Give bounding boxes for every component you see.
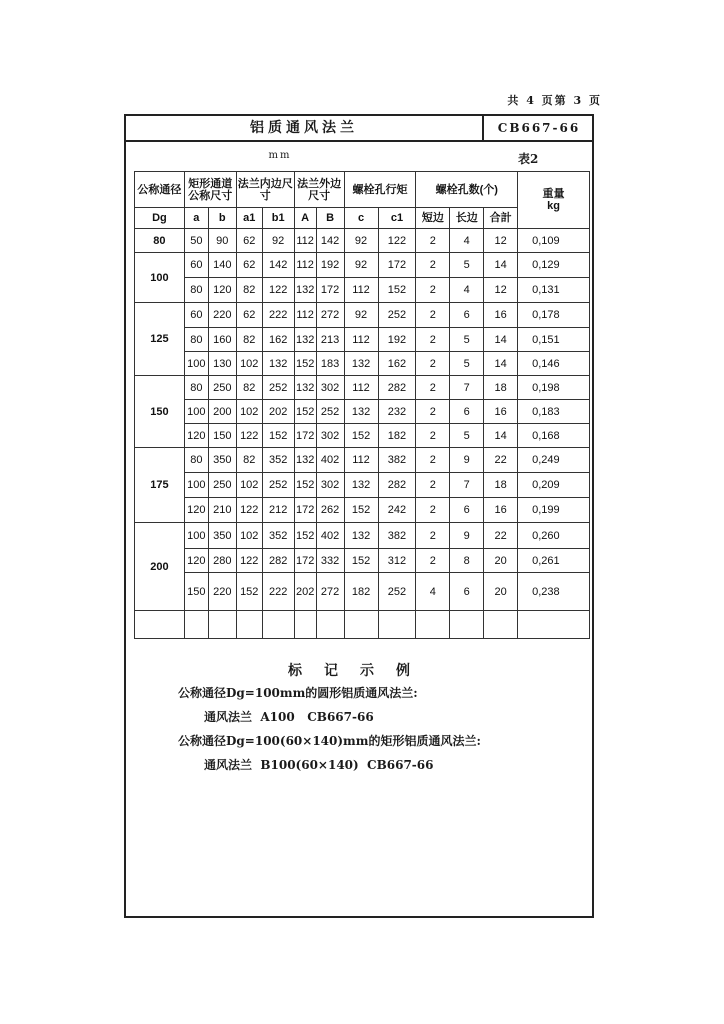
value-cell: 80 [184,376,208,400]
dg-cell: 200 [135,523,185,611]
table-row [135,328,590,352]
value-cell: 14 [484,328,518,352]
value-cell: 222 [262,303,294,328]
value-cell: 150 [208,424,236,448]
unit-label: mm [268,150,292,161]
value-cell: 232 [378,400,416,424]
value-cell: 242 [378,498,416,523]
value-cell: 132 [262,352,294,376]
value-cell: 152 [344,424,378,448]
value-cell: 152 [344,498,378,523]
value-cell: 5 [450,253,484,278]
value-cell: 2 [416,278,450,303]
value-cell: 50 [184,229,208,253]
value-cell: 4 [450,278,484,303]
table-row [135,523,590,549]
value-cell: 272 [316,573,344,611]
value-cell: 7 [450,376,484,400]
value-cell: 102 [236,352,262,376]
value-cell: 2 [416,253,450,278]
value-cell: 20 [484,573,518,611]
value-cell: 130 [208,352,236,376]
value-cell: 0,198 [518,376,590,400]
value-cell: 112 [344,328,378,352]
value-cell: 312 [378,549,416,573]
value-cell: 80 [184,328,208,352]
value-cell: 152 [294,523,316,549]
value-cell: 80 [184,448,208,473]
header-c: c [344,208,378,229]
dg-cell: 80 [135,229,185,253]
value-cell: 132 [294,376,316,400]
value-cell: 16 [484,498,518,523]
value-cell: 112 [344,376,378,400]
value-cell: 152 [262,424,294,448]
value-cell: 152 [344,549,378,573]
header-c1: c1 [378,208,416,229]
value-cell: 252 [316,400,344,424]
value-cell: 82 [236,328,262,352]
header-rect-size: 矩形通道公称尺寸 [184,172,236,208]
value-cell: 100 [184,473,208,498]
value-cell: 250 [208,473,236,498]
header-flange-outer: 法兰外边尺寸 [294,172,344,208]
value-cell: 7 [450,473,484,498]
value-cell: 122 [236,498,262,523]
value-cell: 6 [450,400,484,424]
page-info: 共 4 页第 3 页 [507,94,602,107]
value-cell: 14 [484,424,518,448]
value-cell: 142 [262,253,294,278]
value-cell: 172 [316,278,344,303]
header-bolt-pitch: 螺栓孔行矩 [344,172,416,208]
value-cell: 102 [236,523,262,549]
value-cell: 152 [294,400,316,424]
table-row [135,400,590,424]
header-a: a [184,208,208,229]
value-cell: 282 [262,549,294,573]
value-cell: 132 [344,352,378,376]
value-cell: 12 [484,229,518,253]
value-cell: 120 [184,498,208,523]
value-cell: 350 [208,448,236,473]
value-cell: 402 [316,448,344,473]
table-row [135,376,590,400]
value-cell: 62 [236,229,262,253]
value-cell: 6 [450,303,484,328]
header-weight-label: 重量 [542,188,565,200]
value-cell: 302 [316,376,344,400]
value-cell: 122 [378,229,416,253]
header-weight-unit: kg [547,200,560,212]
dg-cell: 150 [135,376,185,448]
value-cell: 182 [378,424,416,448]
value-cell: 82 [236,376,262,400]
value-cell: 0,168 [518,424,590,448]
marking-line-3: 公称通径Dg=100(60×140)mm的矩形铝质通风法兰: [178,734,481,748]
value-cell: 14 [484,352,518,376]
value-cell: 112 [294,229,316,253]
value-cell: 172 [294,498,316,523]
value-cell: 152 [378,278,416,303]
value-cell: 183 [316,352,344,376]
value-cell: 9 [450,448,484,473]
value-cell: 160 [208,328,236,352]
value-cell: 100 [184,523,208,549]
value-cell: 132 [344,400,378,424]
value-cell: 14 [484,253,518,278]
value-cell: 280 [208,549,236,573]
value-cell: 6 [450,498,484,523]
value-cell: 2 [416,328,450,352]
value-cell: 62 [236,253,262,278]
value-cell: 0,109 [518,229,590,253]
value-cell: 0,129 [518,253,590,278]
table-number: 表2 [518,152,539,166]
value-cell: 22 [484,448,518,473]
value-cell: 210 [208,498,236,523]
value-cell: 150 [184,573,208,611]
value-cell: 16 [484,303,518,328]
value-cell: 0,131 [518,278,590,303]
value-cell: 382 [378,448,416,473]
value-cell: 60 [184,253,208,278]
value-cell: 0,238 [518,573,590,611]
header-b1: b1 [262,208,294,229]
value-cell: 2 [416,523,450,549]
header-a1: a1 [236,208,262,229]
header-bolt-count: 螺栓孔数(个) [416,172,518,208]
value-cell: 0,151 [518,328,590,352]
dg-cell: 175 [135,448,185,523]
value-cell: 282 [378,473,416,498]
value-cell: 2 [416,473,450,498]
value-cell: 2 [416,352,450,376]
value-cell: 213 [316,328,344,352]
value-cell: 0,146 [518,352,590,376]
value-cell: 112 [294,253,316,278]
value-cell: 6 [450,573,484,611]
value-cell: 102 [236,473,262,498]
value-cell: 132 [294,448,316,473]
table-row [135,448,590,473]
value-cell: 0,199 [518,498,590,523]
value-cell: 92 [344,303,378,328]
value-cell: 92 [344,253,378,278]
table-bottom-spacer [135,611,590,639]
value-cell: 140 [208,253,236,278]
value-cell: 132 [294,278,316,303]
value-cell: 18 [484,376,518,400]
value-cell: 192 [316,253,344,278]
value-cell: 92 [262,229,294,253]
header-dg-label: 公称通径 [135,172,185,208]
value-cell: 4 [450,229,484,253]
table-row [135,303,590,328]
marking-title: 标记示例 [288,663,432,679]
value-cell: 0,260 [518,523,590,549]
value-cell: 2 [416,229,450,253]
value-cell: 100 [184,352,208,376]
value-cell: 80 [184,278,208,303]
value-cell: 382 [378,523,416,549]
value-cell: 9 [450,523,484,549]
value-cell: 132 [294,328,316,352]
value-cell: 252 [262,473,294,498]
value-cell: 122 [236,424,262,448]
value-cell: 132 [344,473,378,498]
value-cell: 112 [344,448,378,473]
value-cell: 112 [344,278,378,303]
value-cell: 172 [294,424,316,448]
value-cell: 222 [262,573,294,611]
value-cell: 62 [236,303,262,328]
value-cell: 0,183 [518,400,590,424]
value-cell: 152 [236,573,262,611]
table-row [135,253,590,278]
value-cell: 120 [184,424,208,448]
header-row-1 [135,172,590,208]
document-title: 铝质通风法兰 [126,116,484,140]
dg-cell: 125 [135,303,185,376]
value-cell: 162 [378,352,416,376]
value-cell: 2 [416,549,450,573]
value-cell: 252 [262,376,294,400]
value-cell: 120 [208,278,236,303]
value-cell: 0,209 [518,473,590,498]
value-cell: 122 [262,278,294,303]
value-cell: 350 [208,523,236,549]
table-row [135,573,590,611]
value-cell: 352 [262,448,294,473]
value-cell: 172 [294,549,316,573]
marking-line-2: 通风法兰 A100 CB667-66 [204,710,374,724]
value-cell: 252 [378,303,416,328]
value-cell: 18 [484,473,518,498]
value-cell: 142 [316,229,344,253]
value-cell: 250 [208,376,236,400]
value-cell: 12 [484,278,518,303]
value-cell: 282 [378,376,416,400]
value-cell: 122 [236,549,262,573]
value-cell: 5 [450,328,484,352]
value-cell: 162 [262,328,294,352]
header-weight [518,172,590,229]
value-cell: 22 [484,523,518,549]
value-cell: 2 [416,376,450,400]
value-cell: 4 [416,573,450,611]
value-cell: 2 [416,448,450,473]
value-cell: 332 [316,549,344,573]
value-cell: 302 [316,473,344,498]
dg-cell: 100 [135,253,185,303]
header-b: b [208,208,236,229]
value-cell: 202 [262,400,294,424]
value-cell: 302 [316,424,344,448]
value-cell: 20 [484,549,518,573]
table-row [135,549,590,573]
value-cell: 220 [208,573,236,611]
table-row [135,424,590,448]
value-cell: 152 [294,473,316,498]
value-cell: 0,249 [518,448,590,473]
table-row [135,498,590,523]
value-cell: 252 [378,573,416,611]
value-cell: 5 [450,424,484,448]
value-cell: 120 [184,549,208,573]
header-long-side: 长边 [450,208,484,229]
table-row [135,278,590,303]
value-cell: 112 [294,303,316,328]
value-cell: 272 [316,303,344,328]
table-row [135,473,590,498]
value-cell: 2 [416,424,450,448]
value-cell: 192 [378,328,416,352]
header-short-side: 短边 [416,208,450,229]
value-cell: 200 [208,400,236,424]
value-cell: 182 [344,573,378,611]
value-cell: 90 [208,229,236,253]
value-cell: 262 [316,498,344,523]
value-cell: 402 [316,523,344,549]
value-cell: 92 [344,229,378,253]
value-cell: 172 [378,253,416,278]
value-cell: 2 [416,303,450,328]
header-dg-symbol: Dg [135,208,185,229]
value-cell: 212 [262,498,294,523]
table-row [135,352,590,376]
header-A: A [294,208,316,229]
value-cell: 352 [262,523,294,549]
value-cell: 0,261 [518,549,590,573]
value-cell: 5 [450,352,484,376]
header-B: B [316,208,344,229]
value-cell: 82 [236,448,262,473]
header-total: 合計 [484,208,518,229]
flange-spec-table [134,171,590,639]
value-cell: 82 [236,278,262,303]
value-cell: 152 [294,352,316,376]
value-cell: 132 [344,523,378,549]
value-cell: 60 [184,303,208,328]
standard-code: CB667-66 [497,121,581,135]
value-cell: 0,178 [518,303,590,328]
value-cell: 2 [416,400,450,424]
value-cell: 100 [184,400,208,424]
marking-line-1: 公称通径Dg=100mm的圆形铝质通风法兰: [178,686,418,700]
value-cell: 16 [484,400,518,424]
value-cell: 220 [208,303,236,328]
value-cell: 8 [450,549,484,573]
value-cell: 2 [416,498,450,523]
table-row [135,229,590,253]
value-cell: 102 [236,400,262,424]
value-cell: 202 [294,573,316,611]
marking-line-4: 通风法兰 B100(60×140) CB667-66 [204,758,434,772]
header-flange-inner: 法兰内边尺寸 [236,172,294,208]
